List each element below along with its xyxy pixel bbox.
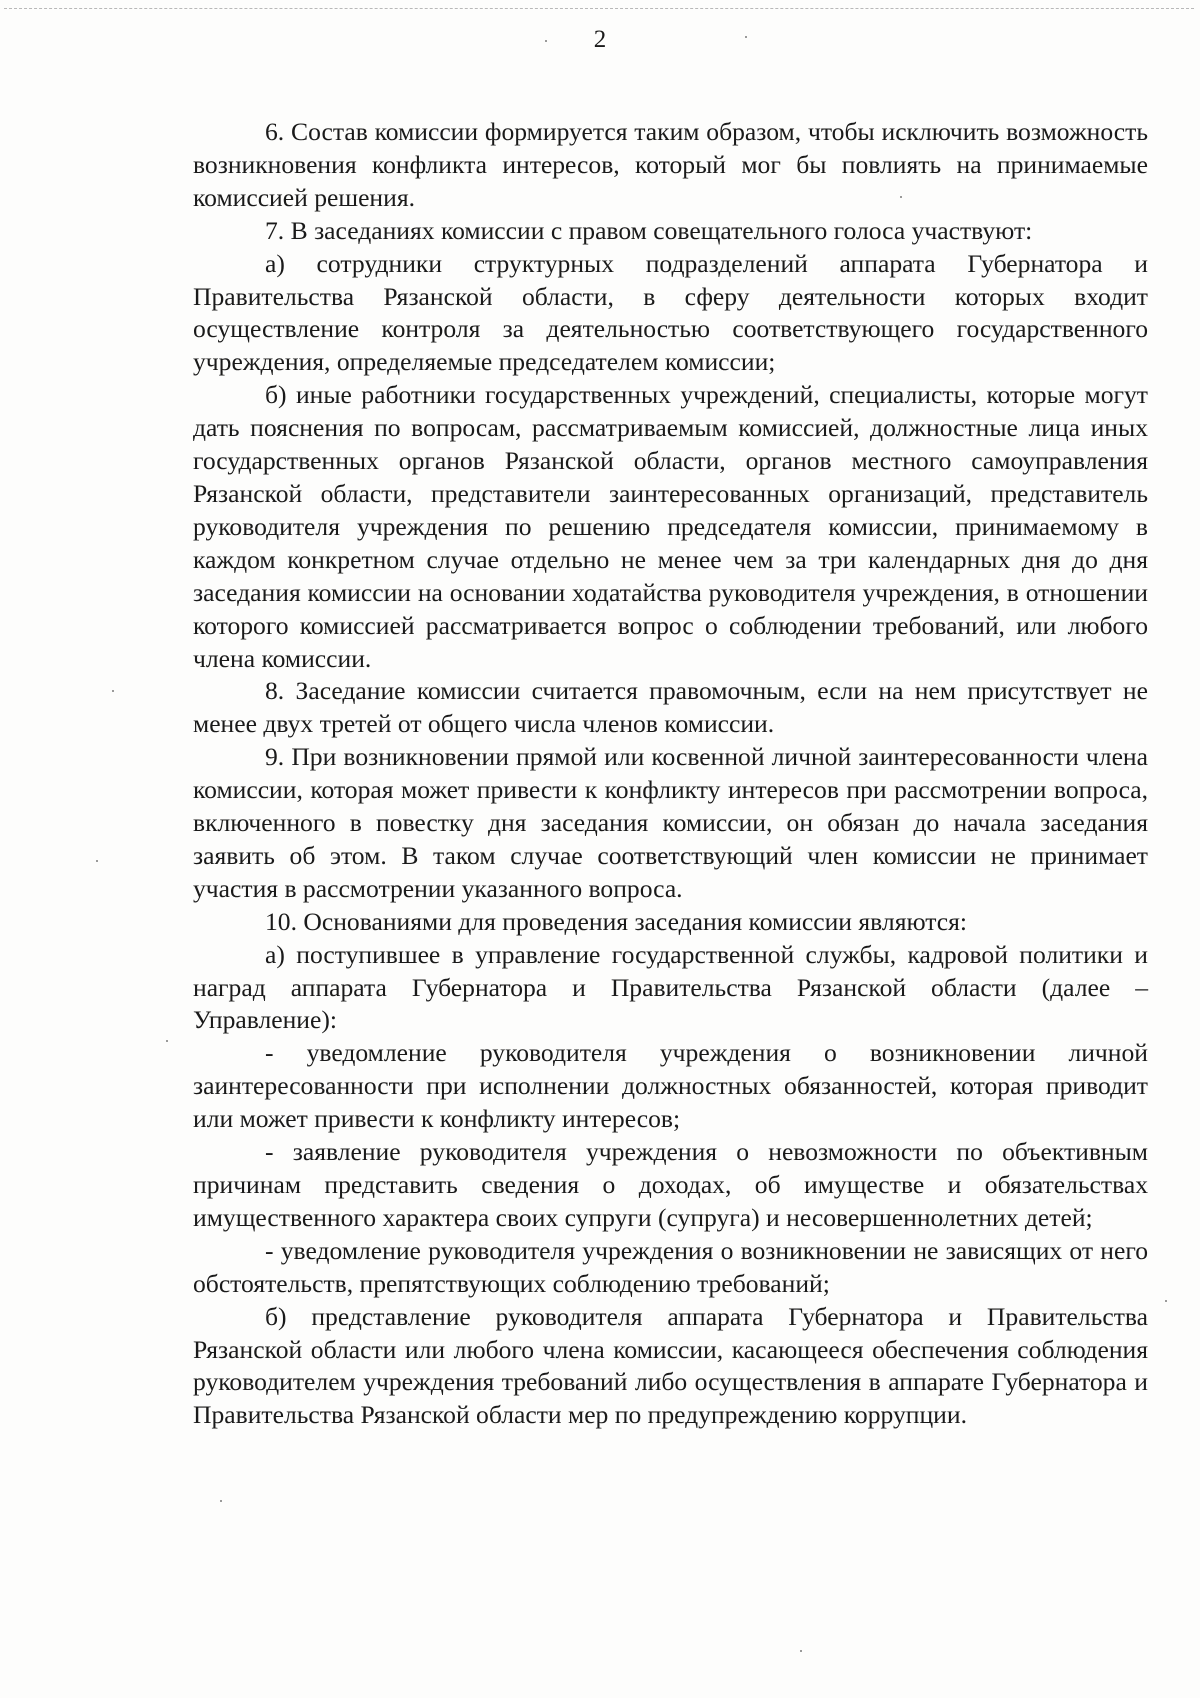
list-item-notice-circumstances: - уведомление руководителя учреждения о возникновении не зависящих от него обстоятельств, препятствующих соблюдению требований; (193, 1235, 1148, 1298)
paragraph-10a: а) поступившее в управление государственной службы, кадровой политики и наград аппарата Губернатора и Правительства Рязанской области (далее – Управление): (193, 939, 1148, 1035)
scan-speck (545, 40, 547, 42)
paragraph-7a: а) сотрудники структурных подразделений аппарата Губернатора и Правительства Рязанской области, в сферу деятельности которых входит осуществление контроля за деятельностью соответствующего государственного учреждения, определяемые председателем комиссии; (193, 248, 1148, 377)
scan-speck (220, 1500, 222, 1502)
list-item-statement-income: - заявление руководителя учреждения о невозможности по объективным причинам представить сведения о доходах, об имуществе и обязательствах имущественного характера своих супруги (супруга) и несовершеннолетних детей; (193, 1137, 1148, 1232)
scan-speck (166, 1040, 168, 1042)
scan-speck (112, 690, 114, 692)
scan-speck (1165, 1300, 1167, 1302)
paragraph-10b: б) представление руководителя аппарата Губернатора и Правительства Рязанской области или любого члена комиссии, касающееся обеспечения соблюдения руководителем учреждения требований либо осуществления в аппарате Губернатора и Правительства Рязанской области мер по предупреждению коррупции. (193, 1301, 1148, 1430)
paragraph-8: 8. Заседание комиссии считается правомочным, если на нем присутствует не менее двух третей от общего числа членов комиссии. (193, 676, 1148, 739)
paragraph-7b: б) иные работники государственных учреждений, специалисты, которые могут дать пояснения по вопросам, рассматриваемым комиссией, должностные лица иных государственных органов Рязанской области, органов местного самоуправления Рязанской области, представители заинтересованных организаций, представитель руководителя учреждения по решению председателя комиссии, принимаемому в каждом конкретном случае отдельно не менее чем за три календарных дня до дня заседания комиссии на основании ходатайства руководителя учреждения, в отношении которого комиссией рассматривается вопрос о соблюдении требований, или любого члена комиссии. (193, 380, 1148, 673)
scan-speck (900, 196, 902, 198)
paragraph-7: 7. В заседаниях комиссии с правом совещательного голоса участвуют: (265, 215, 1033, 245)
list-item-notice-interest: - уведомление руководителя учреждения о возникновении личной заинтересованности при исполнении должностных обязанностей, которая приводит или может привести к конфликту интересов; (193, 1038, 1148, 1134)
document-body (193, 116, 1148, 1432)
scan-speck (96, 860, 98, 862)
paragraph-9: 9. При возникновении прямой или косвенной личной заинтересованности члена комиссии, которая может привести к конфликту интересов при рассмотрении вопроса, включенного в повестку дня заседания комиссии, он обязан до начала заседания заявить об этом. В таком случае соответствующий член комиссии не принимает участия в рассмотрении указанного вопроса. (193, 742, 1148, 903)
page-number: 2 (593, 26, 607, 53)
paragraph-10: 10. Основаниями для проведения заседания комиссии являются: (265, 906, 967, 936)
scan-edge-line (4, 8, 1194, 9)
paragraph-6: 6. Состав комиссии формируется таким образом, чтобы исключить возможность возникновения конфликта интересов, который мог бы повлиять на принимаемые комиссией решения. (193, 117, 1148, 212)
scan-speck (800, 1650, 802, 1652)
scan-speck (745, 36, 747, 38)
